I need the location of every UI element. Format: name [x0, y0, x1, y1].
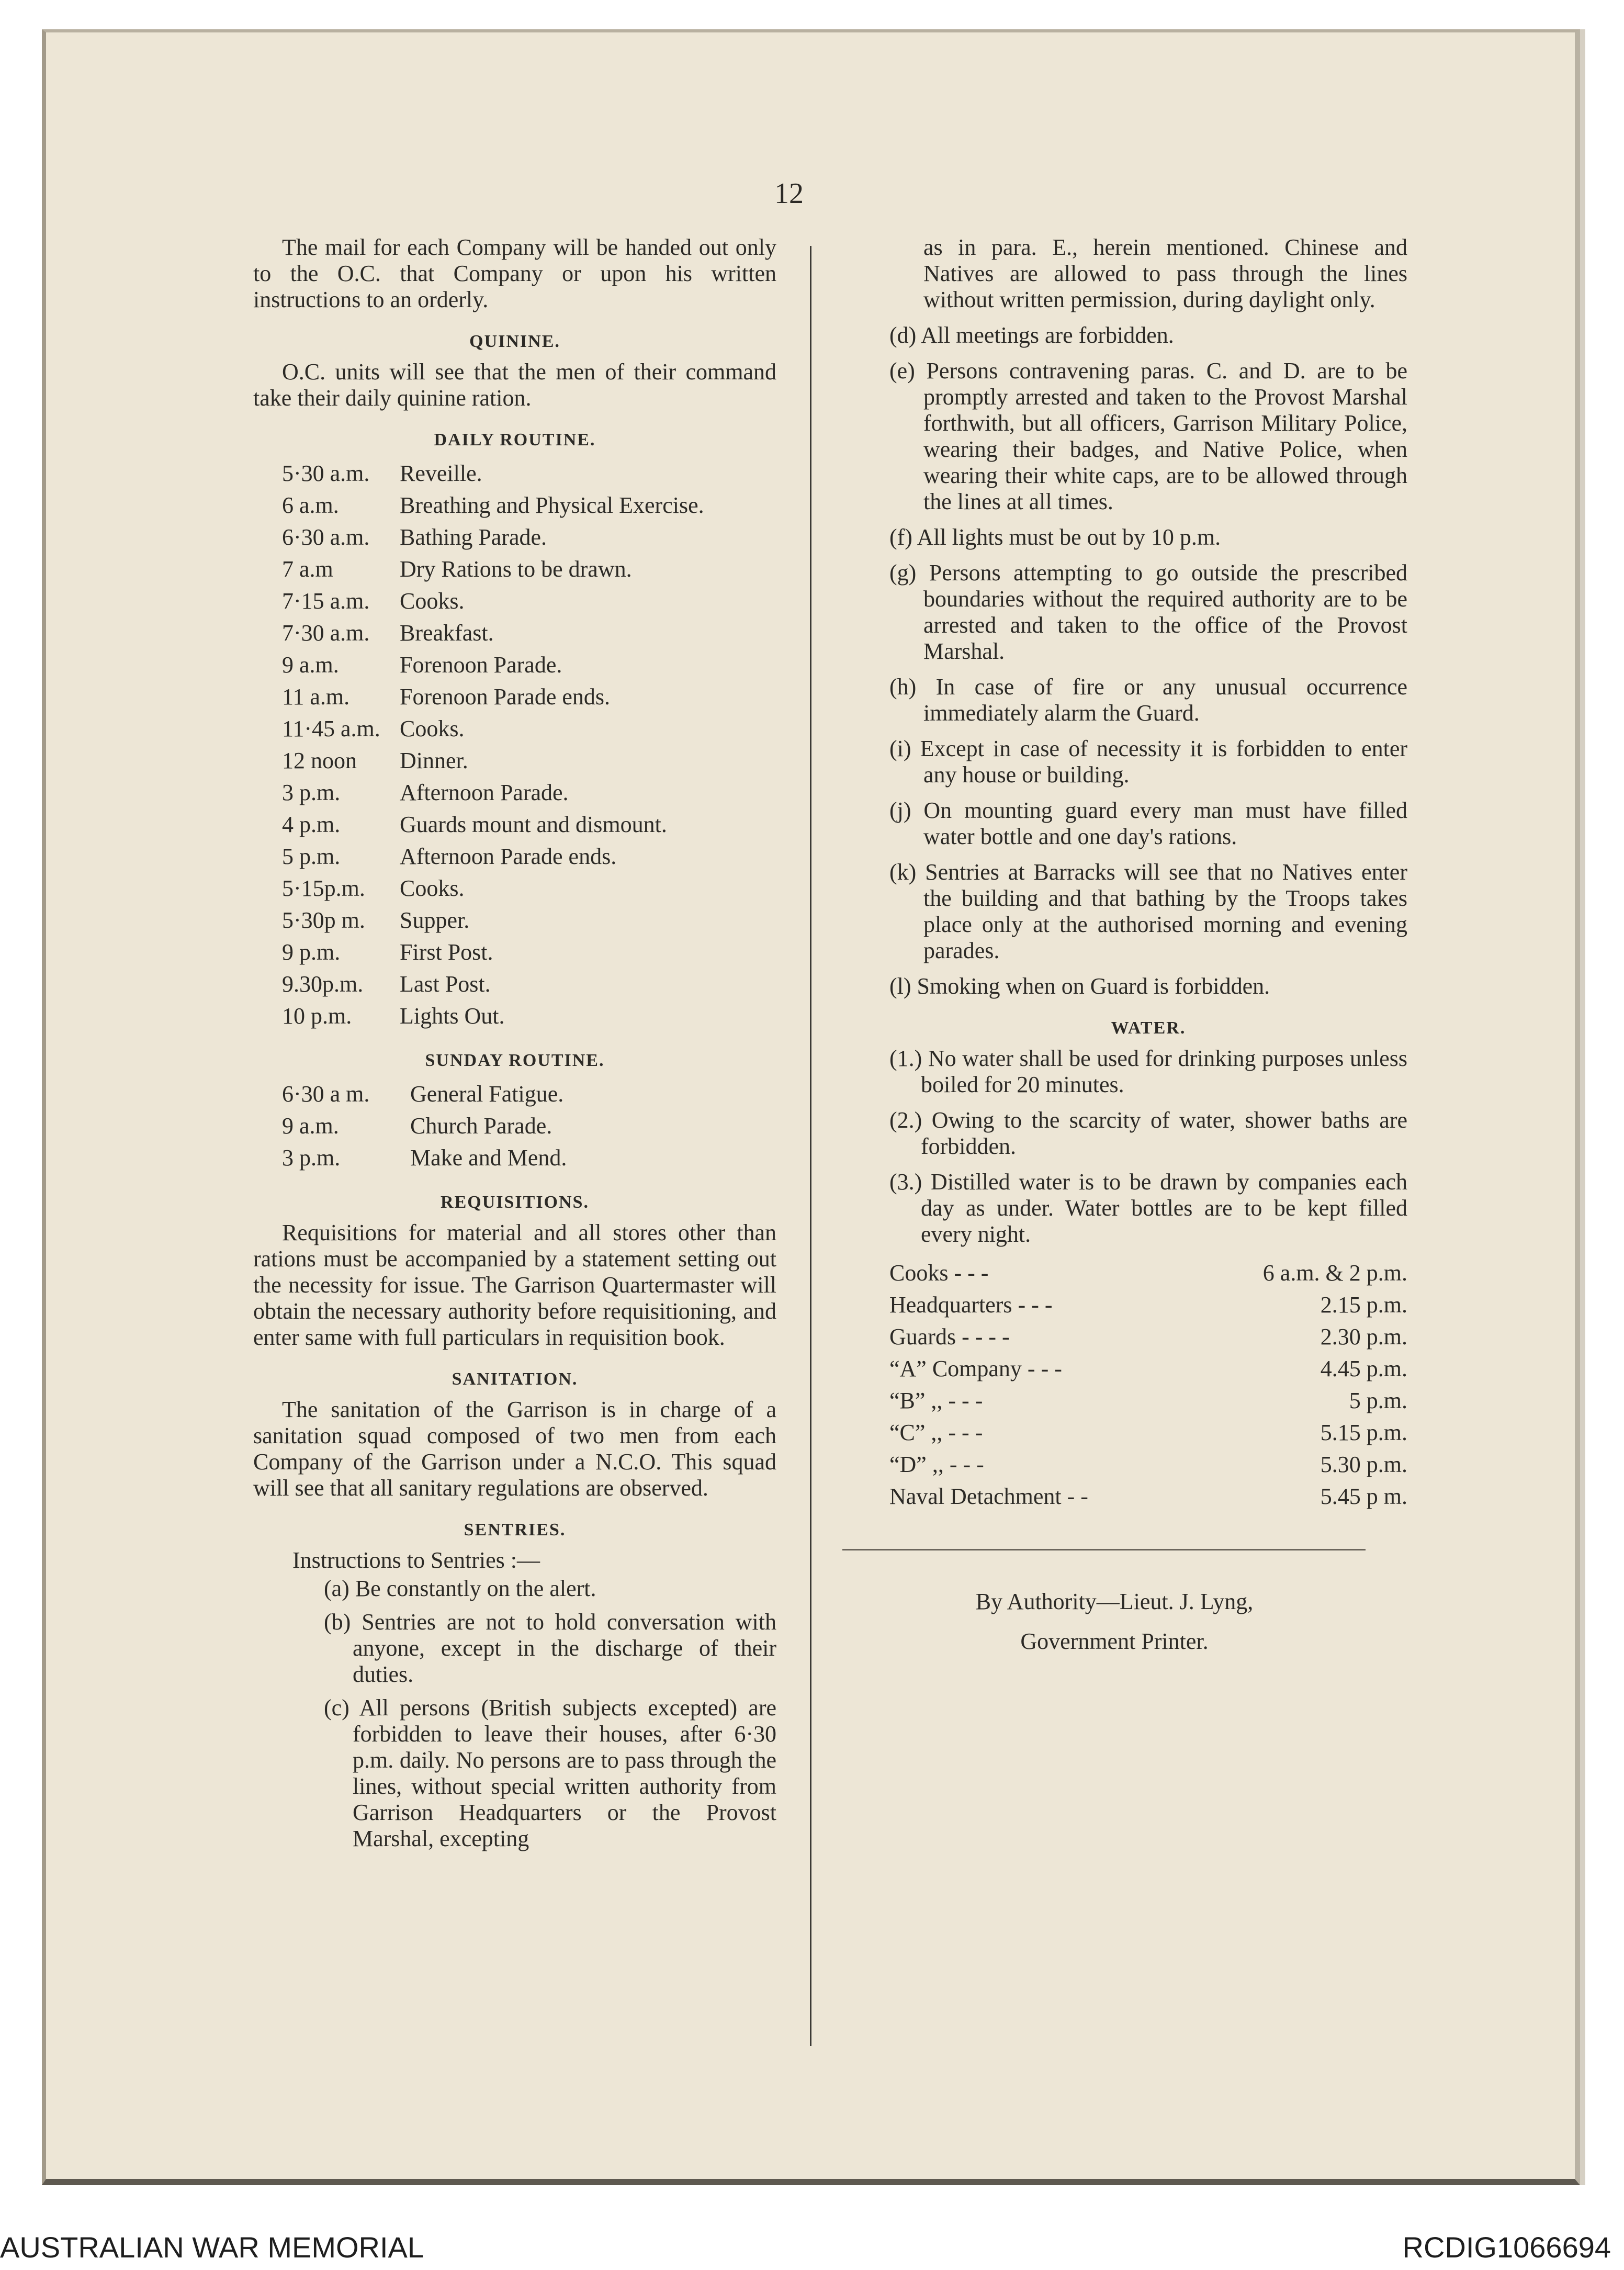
instruction-item: (h) In case of fire or any unusual occurrence immediately alarm the Guard.: [889, 674, 1407, 726]
routine-row: [253, 1078, 776, 1110]
schedule-unit: Headquarters - - -: [889, 1291, 1053, 1318]
routine-time: 10 p.m.: [282, 1003, 352, 1029]
water-schedule-row: [889, 1257, 1407, 1289]
water-schedule-row: [889, 1289, 1407, 1321]
mail-paragraph: The mail for each Company will be handed out only to the O.C. that Company or upon his written instructions to an orderly.: [253, 234, 776, 312]
sunday-routine-list: [253, 1078, 776, 1174]
routine-activity: Last Post.: [400, 971, 491, 997]
page-edge: [1580, 29, 1585, 2185]
column-divider: [810, 246, 811, 2046]
routine-row: [253, 617, 776, 649]
schedule-unit: “A” Company - - -: [889, 1355, 1062, 1381]
schedule-time: 5.15 p.m.: [1320, 1419, 1407, 1445]
daily-routine-list: [253, 457, 776, 1032]
routine-time: 7·15 a.m.: [282, 588, 370, 614]
routine-time: 3 p.m.: [282, 779, 341, 805]
routine-time: 9 a.m.: [282, 651, 339, 678]
routine-row: [253, 585, 776, 617]
printer-credit: [821, 1582, 1407, 1661]
routine-row: [253, 553, 776, 585]
routine-activity: Church Parade.: [410, 1112, 552, 1139]
routine-time: 7 a.m: [282, 556, 333, 582]
routine-activity: Cooks.: [400, 715, 465, 741]
routine-time: 5·15p.m.: [282, 875, 365, 901]
routine-row: [253, 745, 776, 777]
routine-time: 9 p.m.: [282, 939, 341, 965]
schedule-time: 4.45 p.m.: [1320, 1355, 1407, 1381]
routine-activity: Forenoon Parade ends.: [400, 683, 611, 710]
routine-activity: Reveille.: [400, 460, 482, 486]
water-schedule-row: [889, 1353, 1407, 1385]
instruction-item: (g) Persons attempting to go outside the prescribed boundaries without the required authority are to be arrested and taken to the office of the Provost Marshal.: [889, 560, 1407, 664]
routine-time: 3 p.m.: [282, 1144, 341, 1171]
routine-row: [253, 840, 776, 872]
printer-line: Government Printer.: [1020, 1628, 1209, 1654]
routine-time: 5·30p m.: [282, 907, 365, 933]
requisitions-heading: REQUISITIONS.: [441, 1193, 589, 1212]
routine-row: [253, 1142, 776, 1174]
instruction-item: (i) Except in case of necessity it is forbidden to enter any house or building.: [889, 736, 1407, 788]
routine-time: 6·30 a m.: [282, 1081, 370, 1107]
routine-row: [253, 1000, 776, 1032]
schedule-unit: “B” ,, - - -: [889, 1387, 983, 1413]
routine-time: 5 p.m.: [282, 843, 341, 869]
routine-activity: Breathing and Physical Exercise.: [400, 492, 704, 518]
routine-activity: Cooks.: [400, 875, 465, 901]
routine-row: [253, 808, 776, 840]
instruction-item: (f) All lights must be out by 10 p.m.: [889, 524, 1221, 550]
routine-activity: Dry Rations to be drawn.: [400, 556, 632, 582]
sentry-instruction: (c) All persons (British subjects excepted) are forbidden to leave their houses, after 6·30 p.m. daily. No persons are to pass through the lines, without special written authority from Garrison Headquarters or the Provost Marshal, excepting: [324, 1695, 776, 1851]
routine-row: [253, 872, 776, 904]
closing-rule: [842, 1549, 1366, 1550]
routine-activity: General Fatigue.: [410, 1081, 564, 1107]
routine-time: 4 p.m.: [282, 811, 341, 837]
left-column: [253, 234, 776, 1859]
routine-row: [253, 713, 776, 745]
sentries-heading: SENTRIES.: [464, 1520, 566, 1539]
water-schedule-row: [889, 1321, 1407, 1353]
daily-routine-heading: DAILY ROUTINE.: [434, 430, 596, 449]
sentry-instruction: (a) Be constantly on the alert.: [324, 1576, 596, 1601]
water-instruction: (1.) No water shall be used for drinking purposes unless boiled for 20 minutes.: [889, 1046, 1407, 1097]
routine-activity: Forenoon Parade.: [400, 651, 562, 678]
water-schedule: [889, 1257, 1407, 1512]
routine-row: [253, 521, 776, 553]
routine-time: 9.30p.m.: [282, 971, 364, 997]
instruction-item: (d) All meetings are forbidden.: [889, 322, 1174, 348]
routine-row: [253, 777, 776, 808]
schedule-unit: Naval Detachment - -: [889, 1483, 1088, 1509]
instruction-item: (k) Sentries at Barracks will see that no Natives enter the building and that bathing by the Troops takes place only at the authorised morning and evening parades.: [889, 859, 1407, 963]
sunday-routine-heading: SUNDAY ROUTINE.: [425, 1051, 605, 1070]
schedule-unit: “C” ,, - - -: [889, 1419, 983, 1445]
routine-time: 12 noon: [282, 747, 357, 773]
routine-activity: Lights Out.: [400, 1003, 505, 1029]
routine-activity: Dinner.: [400, 747, 468, 773]
requisitions-paragraph: Requisitions for material and all stores other than rations must be accompanied by a statement setting out the necessity for issue. The Garrison Quartermaster will obtain the necessary authority before requisitioning, and enter same with full particulars in requisition book.: [253, 1220, 776, 1350]
water-schedule-row: [889, 1385, 1407, 1417]
routine-row: [253, 489, 776, 521]
routine-time: 11·45 a.m.: [282, 715, 380, 741]
routine-row: [253, 936, 776, 968]
water-instruction: (2.) Owing to the scarcity of water, shower baths are forbidden.: [889, 1107, 1407, 1159]
schedule-unit: “D” ,, - - -: [889, 1451, 984, 1477]
routine-row: [253, 968, 776, 1000]
schedule-unit: Cooks - - -: [889, 1260, 989, 1286]
water-schedule-row: [889, 1480, 1407, 1512]
sentries-intro: Instructions to Sentries :—: [292, 1547, 540, 1573]
schedule-time: 6 a.m. & 2 p.m.: [1262, 1260, 1407, 1286]
routine-activity: Guards mount and dismount.: [400, 811, 667, 837]
water-heading: WATER.: [1111, 1018, 1186, 1038]
sentry-instruction: (b) Sentries are not to hold conversation with anyone, except in the discharge of their duties.: [324, 1609, 776, 1687]
routine-activity: Breakfast.: [400, 620, 494, 646]
routine-activity: Supper.: [400, 907, 470, 933]
routine-row: [253, 457, 776, 489]
sanitation-paragraph: The sanitation of the Garrison is in charge of a sanitation squad composed of two men from each Company of the Garrison under a N.C.O. This squad will see that all sanitary regulations are observed.: [253, 1397, 776, 1501]
routine-activity: Afternoon Parade ends.: [400, 843, 617, 869]
routine-activity: First Post.: [400, 939, 493, 965]
routine-row: [253, 904, 776, 936]
routine-time: 7·30 a.m.: [282, 620, 370, 646]
routine-activity: Make and Mend.: [410, 1144, 567, 1171]
instruction-item: (j) On mounting guard every man must have filled water bottle and one day's rations.: [889, 797, 1407, 849]
routine-time: 6 a.m.: [282, 492, 339, 518]
page-number: 12: [774, 177, 804, 210]
water-schedule-row: [889, 1417, 1407, 1448]
routine-time: 5·30 a.m.: [282, 460, 370, 486]
instruction-item: (l) Smoking when on Guard is forbidden.: [889, 973, 1270, 999]
sanitation-heading: SANITATION.: [452, 1369, 578, 1389]
routine-time: 9 a.m.: [282, 1112, 339, 1139]
archive-credit: AUSTRALIAN WAR MEMORIAL: [0, 2231, 424, 2264]
quinine-heading: QUININE.: [469, 332, 560, 351]
schedule-time: 2.30 p.m.: [1320, 1323, 1407, 1350]
routine-activity: Afternoon Parade.: [400, 779, 569, 805]
routine-row: [253, 681, 776, 713]
routine-activity: Cooks.: [400, 588, 465, 614]
water-schedule-row: [889, 1448, 1407, 1480]
archive-id: RCDIG1066694: [1402, 2231, 1611, 2264]
water-instruction: (3.) Distilled water is to be drawn by companies each day as under. Water bottles are to be kept filled every night.: [889, 1169, 1407, 1247]
quinine-paragraph: O.C. units will see that the men of their command take their daily quinine ration.: [253, 359, 776, 411]
right-column: [889, 234, 1407, 1661]
schedule-unit: Guards - - - -: [889, 1323, 1010, 1350]
routine-activity: Bathing Parade.: [400, 524, 547, 550]
routine-row: [253, 649, 776, 681]
schedule-time: 2.15 p.m.: [1320, 1291, 1407, 1318]
sentry-continuation: as in para. E., herein mentioned. Chinese and Natives are allowed to pass through the lines without written permission, during daylight only.: [923, 234, 1407, 312]
instruction-item: (e) Persons contravening paras. C. and D. are to be promptly arrested and taken to the Provost Marshal forthwith, but all officers, Garrison Military Police, wearing their badges, and Native Police, when wearing their white caps, are to be allowed through the lines at all times.: [889, 358, 1407, 514]
routine-time: 6·30 a.m.: [282, 524, 370, 550]
schedule-time: 5.45 p m.: [1320, 1483, 1407, 1509]
authority-line: By Authority—Lieut. J. Lyng,: [975, 1589, 1254, 1614]
routine-row: [253, 1110, 776, 1142]
routine-time: 11 a.m.: [282, 683, 350, 710]
schedule-time: 5.30 p.m.: [1320, 1451, 1407, 1477]
schedule-time: 5 p.m.: [1349, 1387, 1407, 1413]
